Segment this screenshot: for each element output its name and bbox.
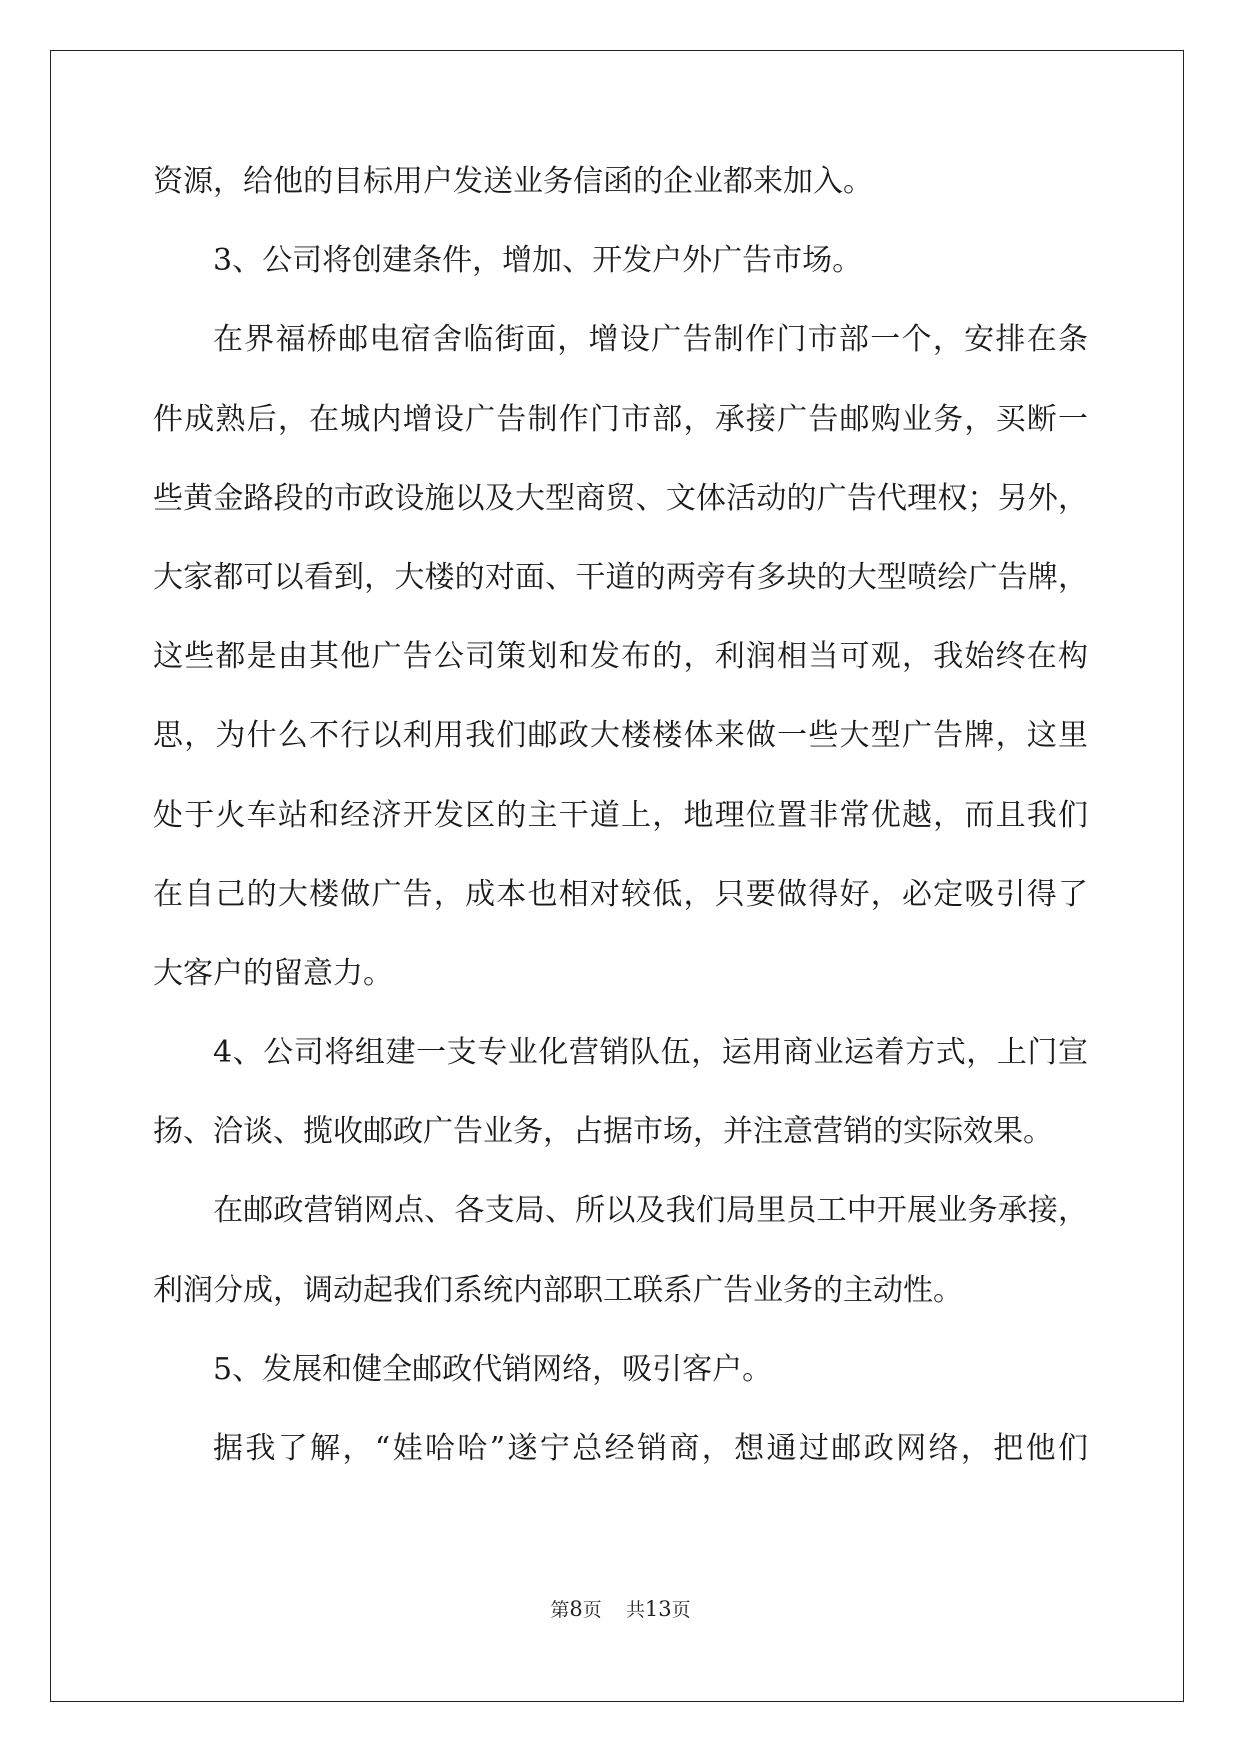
text-line: 在界福桥邮电宿舍临街面，增设广告制作门市部一个，安排在条 [213,322,1088,358]
page-footer [0,1597,1241,1622]
text-line: 大家都可以看到，大楼的对面、干道的两旁有多块的大型喷绘广告牌， [153,559,1088,595]
footer-total-prefix: 共 [625,1599,645,1621]
footer-page-suffix: 页 [582,1599,602,1621]
text-line: 些黄金路段的市政设施以及大型商贸、文体活动的广告代理权；另外， [153,480,1088,516]
text-line: 处于火车站和经济开发区的主干道上，地理位置非常优越，而且我们 [153,797,1088,833]
text-line: 扬、洽谈、揽收邮政广告业务，占据市场，并注意营销的实际效果。 [153,1114,1053,1150]
text-line: 大客户的留意力。 [153,955,393,991]
text-line: 在自己的大楼做广告，成本也相对较低，只要做得好，必定吸引得了 [153,876,1088,912]
text-line: 这些都是由其他广告公司策划和发布的，利润相当可观，我始终在构 [153,639,1088,675]
text-line: 在邮政营销网点、各支局、所以及我们局里员工中开展业务承接， [213,1193,1088,1229]
text-line: 据我了解，“娃哈哈”遂宁总经销商，想通过邮政网络，把他们 [213,1431,1088,1466]
text-line: 利润分成，调动起我们系统内部职工联系广告业务的主动性。 [153,1272,963,1308]
text-line: 资源，给他的目标用户发送业务信函的企业都来加入。 [153,164,873,199]
text-line: 4、公司将组建一支专业化营销队伍，运用商业运着方式，上门宣 [213,1035,1088,1071]
text-line: 3、公司将创建条件，增加、开发户外广告市场。 [213,243,863,279]
footer-total-pages: 13 [644,1597,672,1621]
footer-total-suffix: 页 [671,1599,691,1621]
text-line: 件成熟后，在城内增设广告制作门市部，承接广告邮购业务，买断一 [153,401,1088,437]
footer-page-number: 8 [569,1597,583,1621]
text-line: 5、发展和健全邮政代销网络，吸引客户。 [213,1351,773,1387]
footer-page-prefix: 第 [550,1599,570,1621]
document-body [153,162,1088,1508]
text-line: 思，为什么不行以利用我们邮政大楼楼体来做一些大型广告牌，这里 [153,718,1088,754]
